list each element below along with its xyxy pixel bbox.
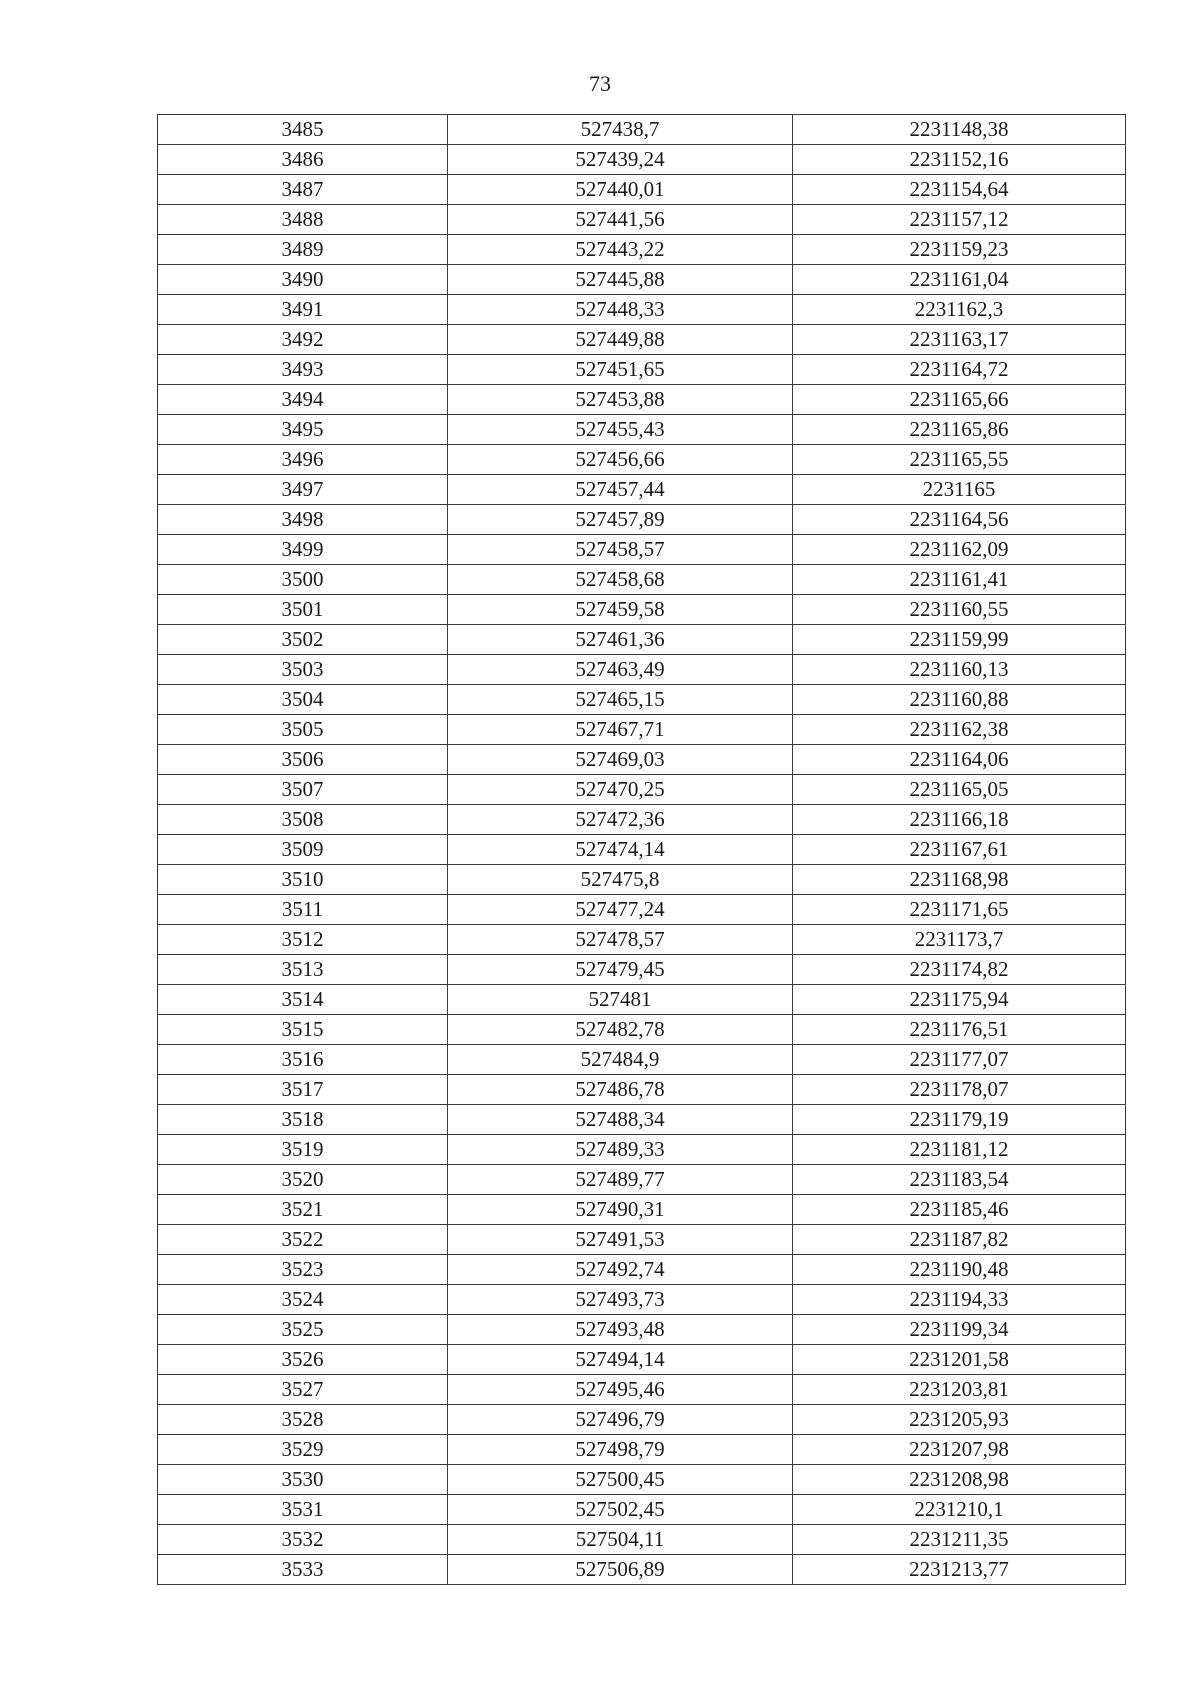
point-number-cell: 3500: [158, 565, 448, 595]
y-coordinate-cell: 2231154,64: [793, 175, 1126, 205]
x-coordinate-cell: 527493,48: [448, 1315, 793, 1345]
point-number-cell: 3509: [158, 835, 448, 865]
x-coordinate-cell: 527472,36: [448, 805, 793, 835]
y-coordinate-cell: 2231176,51: [793, 1015, 1126, 1045]
table-row: [158, 1015, 1126, 1045]
table-row: [158, 385, 1126, 415]
x-coordinate-cell: 527479,45: [448, 955, 793, 985]
y-coordinate-cell: 2231160,13: [793, 655, 1126, 685]
point-number-cell: 3487: [158, 175, 448, 205]
table-row: [158, 865, 1126, 895]
point-number-cell: 3533: [158, 1555, 448, 1585]
y-coordinate-cell: 2231164,06: [793, 745, 1126, 775]
point-number-cell: 3485: [158, 115, 448, 145]
x-coordinate-cell: 527493,73: [448, 1285, 793, 1315]
x-coordinate-cell: 527469,03: [448, 745, 793, 775]
y-coordinate-cell: 2231178,07: [793, 1075, 1126, 1105]
y-coordinate-cell: 2231175,94: [793, 985, 1126, 1015]
table-row: [158, 715, 1126, 745]
table-row: [158, 685, 1126, 715]
y-coordinate-cell: 2231161,41: [793, 565, 1126, 595]
y-coordinate-cell: 2231160,55: [793, 595, 1126, 625]
x-coordinate-cell: 527439,24: [448, 145, 793, 175]
y-coordinate-cell: 2231166,18: [793, 805, 1126, 835]
table-row: [158, 1255, 1126, 1285]
x-coordinate-cell: 527489,33: [448, 1135, 793, 1165]
x-coordinate-cell: 527463,49: [448, 655, 793, 685]
x-coordinate-cell: 527477,24: [448, 895, 793, 925]
point-number-cell: 3526: [158, 1345, 448, 1375]
y-coordinate-cell: 2231162,09: [793, 535, 1126, 565]
y-coordinate-cell: 2231210,1: [793, 1495, 1126, 1525]
point-number-cell: 3515: [158, 1015, 448, 1045]
y-coordinate-cell: 2231207,98: [793, 1435, 1126, 1465]
point-number-cell: 3510: [158, 865, 448, 895]
point-number-cell: 3508: [158, 805, 448, 835]
x-coordinate-cell: 527457,89: [448, 505, 793, 535]
point-number-cell: 3528: [158, 1405, 448, 1435]
point-number-cell: 3519: [158, 1135, 448, 1165]
x-coordinate-cell: 527484,9: [448, 1045, 793, 1075]
x-coordinate-cell: 527486,78: [448, 1075, 793, 1105]
table-row: [158, 1345, 1126, 1375]
y-coordinate-cell: 2231157,12: [793, 205, 1126, 235]
point-number-cell: 3496: [158, 445, 448, 475]
y-coordinate-cell: 2231181,12: [793, 1135, 1126, 1165]
table-row: [158, 445, 1126, 475]
coordinates-table: [157, 114, 1126, 1585]
x-coordinate-cell: 527502,45: [448, 1495, 793, 1525]
y-coordinate-cell: 2231159,99: [793, 625, 1126, 655]
point-number-cell: 3522: [158, 1225, 448, 1255]
coordinates-table-body: [158, 115, 1126, 1585]
x-coordinate-cell: 527438,7: [448, 115, 793, 145]
table-row: [158, 235, 1126, 265]
point-number-cell: 3493: [158, 355, 448, 385]
table-row: [158, 745, 1126, 775]
point-number-cell: 3486: [158, 145, 448, 175]
y-coordinate-cell: 2231152,16: [793, 145, 1126, 175]
point-number-cell: 3505: [158, 715, 448, 745]
point-number-cell: 3506: [158, 745, 448, 775]
y-coordinate-cell: 2231162,38: [793, 715, 1126, 745]
table-row: [158, 205, 1126, 235]
y-coordinate-cell: 2231164,72: [793, 355, 1126, 385]
point-number-cell: 3525: [158, 1315, 448, 1345]
point-number-cell: 3489: [158, 235, 448, 265]
y-coordinate-cell: 2231165,05: [793, 775, 1126, 805]
x-coordinate-cell: 527481: [448, 985, 793, 1015]
table-row: [158, 835, 1126, 865]
y-coordinate-cell: 2231148,38: [793, 115, 1126, 145]
table-row: [158, 625, 1126, 655]
table-row: [158, 475, 1126, 505]
x-coordinate-cell: 527456,66: [448, 445, 793, 475]
page-number: 73: [589, 71, 611, 96]
y-coordinate-cell: 2231201,58: [793, 1345, 1126, 1375]
point-number-cell: 3507: [158, 775, 448, 805]
y-coordinate-cell: 2231183,54: [793, 1165, 1126, 1195]
table-row: [158, 1075, 1126, 1105]
point-number-cell: 3531: [158, 1495, 448, 1525]
x-coordinate-cell: 527495,46: [448, 1375, 793, 1405]
table-row: [158, 895, 1126, 925]
x-coordinate-cell: 527467,71: [448, 715, 793, 745]
point-number-cell: 3524: [158, 1285, 448, 1315]
x-coordinate-cell: 527449,88: [448, 325, 793, 355]
x-coordinate-cell: 527459,58: [448, 595, 793, 625]
y-coordinate-cell: 2231211,35: [793, 1525, 1126, 1555]
x-coordinate-cell: 527482,78: [448, 1015, 793, 1045]
x-coordinate-cell: 527457,44: [448, 475, 793, 505]
x-coordinate-cell: 527498,79: [448, 1435, 793, 1465]
point-number-cell: 3497: [158, 475, 448, 505]
point-number-cell: 3494: [158, 385, 448, 415]
table-row: [158, 535, 1126, 565]
y-coordinate-cell: 2231162,3: [793, 295, 1126, 325]
table-row: [158, 925, 1126, 955]
x-coordinate-cell: 527445,88: [448, 265, 793, 295]
x-coordinate-cell: 527488,34: [448, 1105, 793, 1135]
y-coordinate-cell: 2231177,07: [793, 1045, 1126, 1075]
x-coordinate-cell: 527496,79: [448, 1405, 793, 1435]
table-row: [158, 805, 1126, 835]
x-coordinate-cell: 527453,88: [448, 385, 793, 415]
point-number-cell: 3520: [158, 1165, 448, 1195]
y-coordinate-cell: 2231174,82: [793, 955, 1126, 985]
point-number-cell: 3498: [158, 505, 448, 535]
table-row: [158, 295, 1126, 325]
x-coordinate-cell: 527458,57: [448, 535, 793, 565]
y-coordinate-cell: 2231173,7: [793, 925, 1126, 955]
point-number-cell: 3499: [158, 535, 448, 565]
table-row: [158, 655, 1126, 685]
x-coordinate-cell: 527489,77: [448, 1165, 793, 1195]
y-coordinate-cell: 2231171,65: [793, 895, 1126, 925]
x-coordinate-cell: 527461,36: [448, 625, 793, 655]
point-number-cell: 3530: [158, 1465, 448, 1495]
point-number-cell: 3511: [158, 895, 448, 925]
y-coordinate-cell: 2231165,86: [793, 415, 1126, 445]
table-row: [158, 505, 1126, 535]
point-number-cell: 3516: [158, 1045, 448, 1075]
table-row: [158, 565, 1126, 595]
table-row: [158, 1195, 1126, 1225]
table-row: [158, 1225, 1126, 1255]
point-number-cell: 3513: [158, 955, 448, 985]
x-coordinate-cell: 527440,01: [448, 175, 793, 205]
y-coordinate-cell: 2231194,33: [793, 1285, 1126, 1315]
point-number-cell: 3523: [158, 1255, 448, 1285]
x-coordinate-cell: 527451,65: [448, 355, 793, 385]
y-coordinate-cell: 2231185,46: [793, 1195, 1126, 1225]
x-coordinate-cell: 527443,22: [448, 235, 793, 265]
table-row: [158, 145, 1126, 175]
table-row: [158, 1525, 1126, 1555]
y-coordinate-cell: 2231161,04: [793, 265, 1126, 295]
y-coordinate-cell: 2231165,66: [793, 385, 1126, 415]
x-coordinate-cell: 527475,8: [448, 865, 793, 895]
y-coordinate-cell: 2231179,19: [793, 1105, 1126, 1135]
table-row: [158, 1405, 1126, 1435]
table-row: [158, 355, 1126, 385]
y-coordinate-cell: 2231168,98: [793, 865, 1126, 895]
point-number-cell: 3532: [158, 1525, 448, 1555]
table-row: [158, 1315, 1126, 1345]
x-coordinate-cell: 527455,43: [448, 415, 793, 445]
x-coordinate-cell: 527490,31: [448, 1195, 793, 1225]
table-row: [158, 1285, 1126, 1315]
table-row: [158, 415, 1126, 445]
table-row: [158, 325, 1126, 355]
y-coordinate-cell: 2231203,81: [793, 1375, 1126, 1405]
x-coordinate-cell: 527500,45: [448, 1465, 793, 1495]
table-row: [158, 1135, 1126, 1165]
y-coordinate-cell: 2231205,93: [793, 1405, 1126, 1435]
point-number-cell: 3518: [158, 1105, 448, 1135]
x-coordinate-cell: 527504,11: [448, 1525, 793, 1555]
table-row: [158, 115, 1126, 145]
x-coordinate-cell: 527458,68: [448, 565, 793, 595]
point-number-cell: 3529: [158, 1435, 448, 1465]
y-coordinate-cell: 2231164,56: [793, 505, 1126, 535]
table-row: [158, 1105, 1126, 1135]
table-row: [158, 775, 1126, 805]
point-number-cell: 3517: [158, 1075, 448, 1105]
y-coordinate-cell: 2231159,23: [793, 235, 1126, 265]
point-number-cell: 3527: [158, 1375, 448, 1405]
x-coordinate-cell: 527506,89: [448, 1555, 793, 1585]
table-row: [158, 1495, 1126, 1525]
table-row: [158, 265, 1126, 295]
y-coordinate-cell: 2231163,17: [793, 325, 1126, 355]
x-coordinate-cell: 527492,74: [448, 1255, 793, 1285]
point-number-cell: 3501: [158, 595, 448, 625]
y-coordinate-cell: 2231187,82: [793, 1225, 1126, 1255]
point-number-cell: 3504: [158, 685, 448, 715]
point-number-cell: 3490: [158, 265, 448, 295]
point-number-cell: 3503: [158, 655, 448, 685]
point-number-cell: 3512: [158, 925, 448, 955]
point-number-cell: 3514: [158, 985, 448, 1015]
x-coordinate-cell: 527470,25: [448, 775, 793, 805]
y-coordinate-cell: 2231165,55: [793, 445, 1126, 475]
table-row: [158, 1045, 1126, 1075]
table-row: [158, 1555, 1126, 1585]
y-coordinate-cell: 2231167,61: [793, 835, 1126, 865]
table-row: [158, 1375, 1126, 1405]
point-number-cell: 3492: [158, 325, 448, 355]
point-number-cell: 3491: [158, 295, 448, 325]
y-coordinate-cell: 2231199,34: [793, 1315, 1126, 1345]
table-row: [158, 985, 1126, 1015]
x-coordinate-cell: 527494,14: [448, 1345, 793, 1375]
point-number-cell: 3495: [158, 415, 448, 445]
x-coordinate-cell: 527448,33: [448, 295, 793, 325]
table-row: [158, 175, 1126, 205]
x-coordinate-cell: 527441,56: [448, 205, 793, 235]
y-coordinate-cell: 2231190,48: [793, 1255, 1126, 1285]
table-row: [158, 595, 1126, 625]
table-row: [158, 1465, 1126, 1495]
x-coordinate-cell: 527465,15: [448, 685, 793, 715]
x-coordinate-cell: 527478,57: [448, 925, 793, 955]
y-coordinate-cell: 2231208,98: [793, 1465, 1126, 1495]
table-row: [158, 1165, 1126, 1195]
y-coordinate-cell: 2231160,88: [793, 685, 1126, 715]
point-number-cell: 3502: [158, 625, 448, 655]
table-row: [158, 1435, 1126, 1465]
table-row: [158, 955, 1126, 985]
x-coordinate-cell: 527491,53: [448, 1225, 793, 1255]
point-number-cell: 3521: [158, 1195, 448, 1225]
x-coordinate-cell: 527474,14: [448, 835, 793, 865]
point-number-cell: 3488: [158, 205, 448, 235]
y-coordinate-cell: 2231213,77: [793, 1555, 1126, 1585]
y-coordinate-cell: 2231165: [793, 475, 1126, 505]
